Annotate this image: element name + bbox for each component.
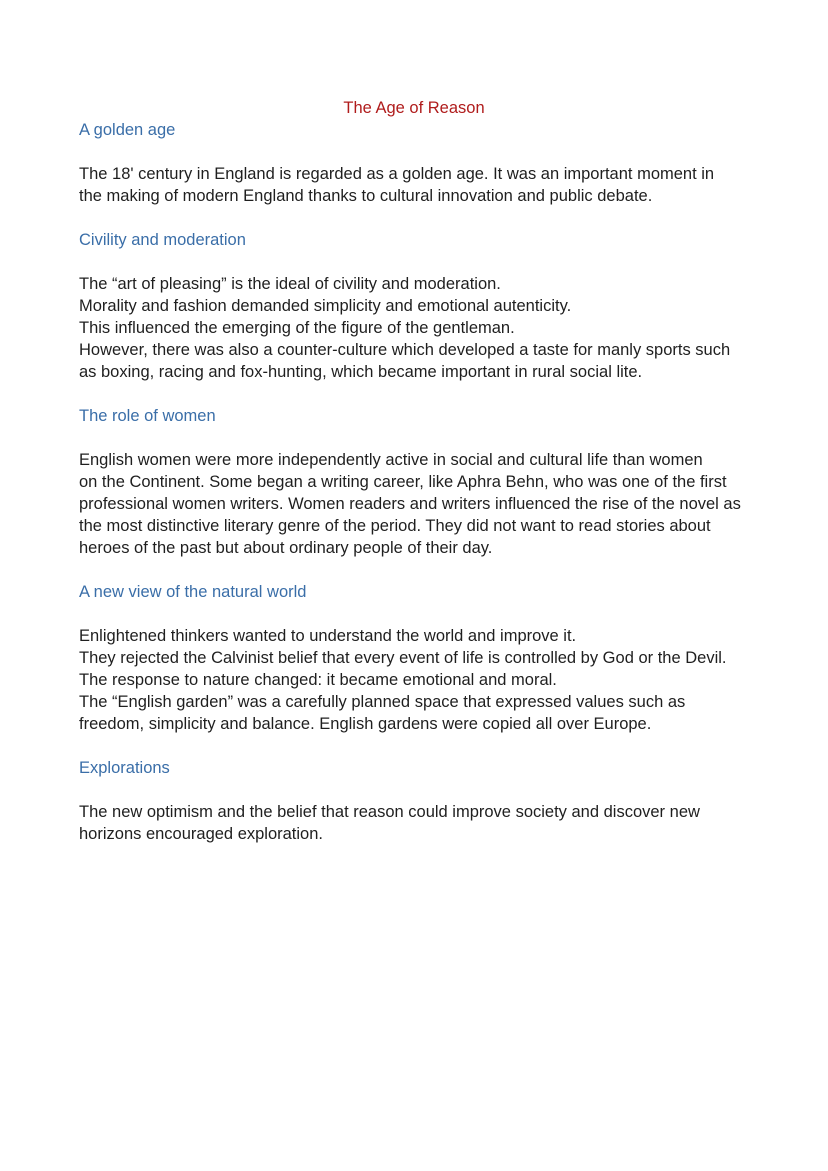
paragraph-line: the making of modern England thanks to cultural innovation and public debate.: [79, 187, 653, 205]
spacer: [79, 207, 779, 229]
paragraph-line: The response to nature changed: it became emotional and moral.: [79, 671, 557, 689]
paragraph-line: Morality and fashion demanded simplicity and emotional autenticity.: [79, 297, 572, 315]
section-paragraph: [79, 273, 779, 383]
paragraph-line: horizons encouraged exploration.: [79, 825, 323, 843]
spacer: [79, 383, 779, 405]
paragraph-line: The “art of pleasing” is the ideal of civility and moderation.: [79, 275, 501, 293]
spacer: [79, 251, 779, 273]
section-paragraph: [79, 163, 779, 207]
section-natural-world: [79, 581, 779, 735]
section-role-of-women: [79, 405, 779, 559]
section-heading: Civility and moderation: [79, 231, 246, 249]
paragraph-line: They rejected the Calvinist belief that every event of life is controlled by God or the Devil.: [79, 649, 727, 667]
paragraph-line: as boxing, racing and fox-hunting, which became important in rural social lite.: [79, 363, 643, 381]
section-heading: A new view of the natural world: [79, 583, 307, 601]
paragraph-line: This influenced the emerging of the figure of the gentleman.: [79, 319, 515, 337]
paragraph-line: professional women writers. Women readers and writers influenced the rise of the novel as: [79, 495, 741, 513]
spacer: [79, 141, 779, 163]
spacer: [79, 779, 779, 801]
section-heading: Explorations: [79, 759, 170, 777]
spacer: [79, 735, 779, 757]
section-golden-age: [79, 119, 779, 207]
document-title: The Age of Reason: [343, 99, 485, 117]
paragraph-line: However, there was also a counter-culture which developed a taste for manly sports such: [79, 341, 731, 359]
section-explorations: [79, 757, 779, 845]
section-heading: The role of women: [79, 407, 216, 425]
spacer: [79, 603, 779, 625]
paragraph-line: the most distinctive literary genre of the period. They did not want to read stories about: [79, 517, 711, 535]
paragraph-line: English women were more independently active in social and cultural life than women: [79, 451, 703, 469]
paragraph-line: The 18' century in England is regarded as a golden age. It was an important moment in: [79, 165, 715, 183]
spacer: [79, 559, 779, 581]
section-paragraph: [79, 625, 779, 735]
section-paragraph: [79, 449, 779, 559]
paragraph-line: on the Continent. Some began a writing career, like Aphra Behn, who was one of the first: [79, 473, 727, 491]
section-heading: A golden age: [79, 121, 176, 139]
paragraph-line: Enlightened thinkers wanted to understand the world and improve it.: [79, 627, 577, 645]
paragraph-line: The “English garden” was a carefully planned space that expressed values such as: [79, 693, 686, 711]
document-body: [79, 119, 779, 845]
spacer: [79, 427, 779, 449]
paragraph-line: freedom, simplicity and balance. English gardens were copied all over Europe.: [79, 715, 652, 733]
paragraph-line: heroes of the past but about ordinary people of their day.: [79, 539, 493, 557]
section-paragraph: [79, 801, 779, 845]
paragraph-line: The new optimism and the belief that reason could improve society and discover new: [79, 803, 700, 821]
section-civility-moderation: [79, 229, 779, 383]
